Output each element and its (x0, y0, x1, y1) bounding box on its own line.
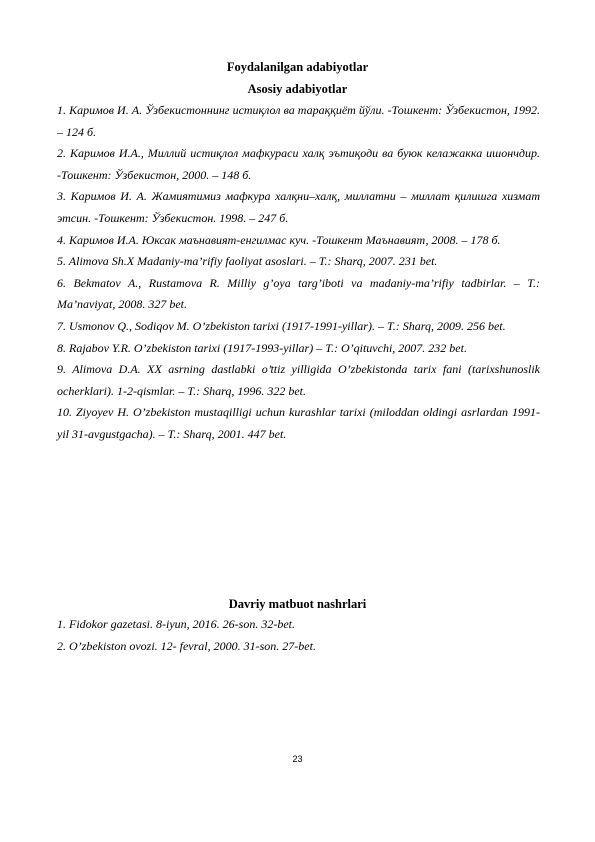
periodical-item: 1. Fidokor gazetasi. 8-iyun, 2016. 26-son. 32-bet. (57, 617, 295, 631)
reference-item: 5. Alimova Sh.X Madaniy-ma’rifiy faoliyat asoslari. – T.: Sharq, 2007. 231 bet. (57, 254, 438, 269)
reference-item: 1. Каримов И. А. Ўзбекистоннинг истиқлол ва тараққиёт йўли. -Тошкент: Ўзбекистон, 1992. – 124 б. (57, 103, 540, 139)
reference-item: 8. Rajabov Y.R. O’zbekiston tarixi (1917-1993-yillar) – T.: O’qituvchi, 2007. 232 bet. (57, 340, 467, 355)
page-number: 23 (292, 754, 303, 764)
reference-item: 2. Каримов И.А., Миллий истиқлол мафкураси халқ эътиқоди ва буюк келажакка ишончдир. -Тошкент: Ўзбекистон, 2000. – 148 б. (57, 146, 540, 182)
reference-item: 7. Usmonov Q., Sodiqov M. O’zbekiston tarixi (1917-1991-yillar). – T.: Sharq, 2009. 256 bet. (57, 318, 506, 333)
periodicals-title: Davriy matbuot nashrlari (228, 597, 367, 611)
periodical-item: 2. O’zbekiston ovozi. 12- fevral, 2000. 31-son. 27-bet. (57, 638, 316, 653)
reference-item: 3. Каримов И. А. Жамиятимиз мафкура халқни–халқ, миллатни – миллат қилишга хизмат этсин. -Тошкент: Ўзбекистон. 1998. – 247 б. (57, 189, 540, 225)
reference-item: 4. Каримов И.А. Юксак маънавият-енгилмас куч. -Тошкент Маънавият, 2008. – 178 б. (57, 232, 501, 247)
main-literature-list (57, 100, 540, 446)
references-heading: Foydalanilgan adabiyotlar (226, 60, 369, 74)
main-literature-title: Asosiy adabiyotlar (247, 82, 348, 96)
reference-item: 9. Alimova D.A. XX asrning dastlabki o’ttiz yilligida O’zbekistonda tarix fani (tarixshunoslik ocherklari). 1-2-qismlar. – T.: Sharq, 1996. 322 bet. (57, 362, 540, 398)
reference-item: 10. Ziyoyev H. O’zbekiston mustaqilligi uchun kurashlar tarixi (miloddan oldingi asrlardan 1991-yil 31-avgustgacha). – T.: Sharq, 2001. 447 bet. (57, 405, 540, 441)
periodicals-list (57, 614, 540, 657)
reference-item: 6. Bekmatov A., Rustamova R. Milliy g’oya targ’iboti va madaniy-ma’rifiy tadbirlar. – T.: Ma’naviyat, 2008. 327 bet. (57, 275, 540, 312)
